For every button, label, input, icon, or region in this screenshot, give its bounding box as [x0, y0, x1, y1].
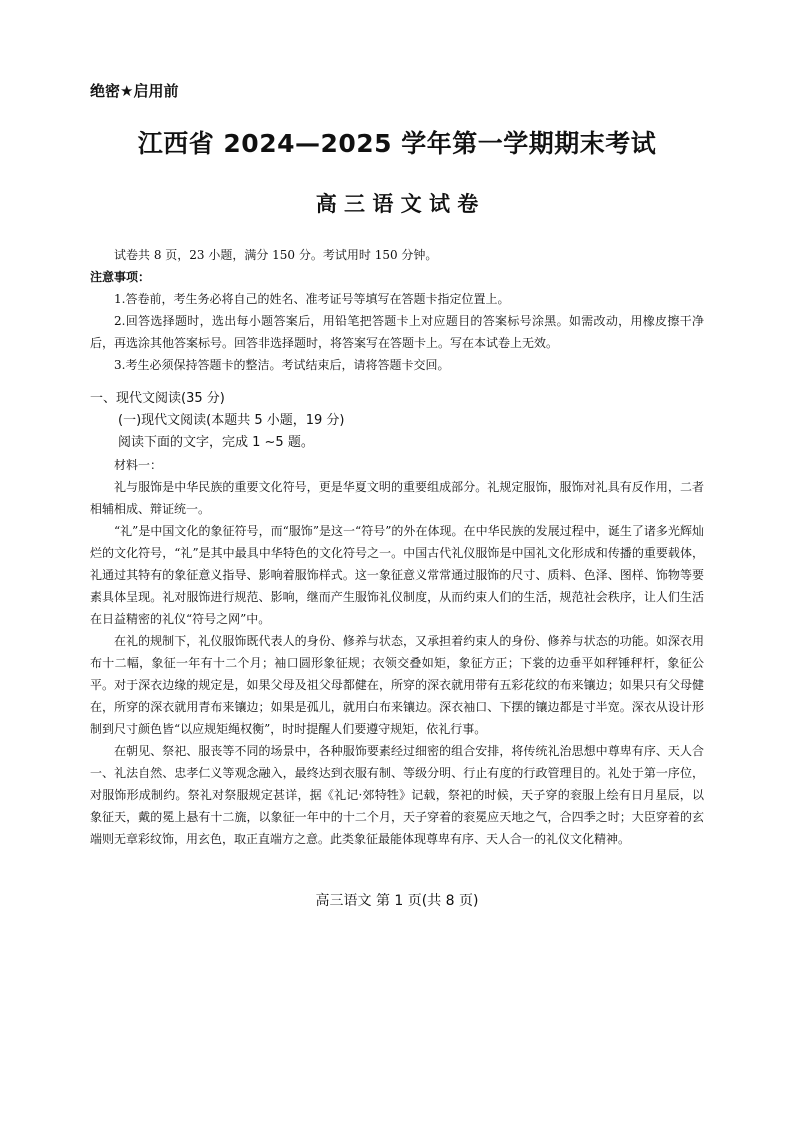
exam-summary: 试卷共 8 页，23 小题，满分 150 分。考试用时 150 分钟。 — [114, 248, 438, 262]
passage-paragraph: 礼与服饰是中华民族的重要文化符号，更是华夏文明的重要组成部分。礼规定服饰，服饰对礼具有反作用，二者相辅相成、辩证统一。 — [90, 480, 704, 516]
note-item: 3.考生必须保持答题卡的整洁。考试结束后，请将答题卡交回。 — [114, 358, 450, 372]
exam-subtitle: 高 三 语 文 试 卷 — [315, 192, 479, 216]
passage-paragraph: 在礼的规制下，礼仪服饰既代表人的身份、修养与状态，又承担着约束人的身份、修养与状态的功能。如深衣用布十二幅，象征一年有十二个月；袖口圆形象征规；衣领交叠如矩，象征方正；下裳的边垂平如秤锤秤杆，象征公平。对于深衣边缘的规定是，如果父母及祖父母都健在，所穿的深衣就用带有五彩花纹的布来镶边；如果只有父母健在，所穿的深衣就用青布来镶边；如果是孤儿，就用白布来镶边。深衣袖口、下摆的镶边都是寸半宽。深衣从设计形制到尺寸颜色皆“以应规矩绳权衡”，时时提醒人们要遵守规矩，依礼行事。 — [90, 634, 704, 736]
passage-paragraph: “礼”是中国文化的象征符号，而“服饰”是这一“符号”的外在体现。在中华民族的发展过程中，诞生了诸多光辉灿烂的文化符号，“礼”是其中最具中华特色的文化符号之一。中国古代礼仪服饰是中国礼文化形成和传播的重要载体，礼通过其特有的象征意义指导、影响着服饰样式。这一象征意义常常通过服饰的尺寸、质料、色泽、图样、饰物等要素具体呈现。礼对服饰进行规范、影响，继而产生服饰礼仪制度，从而约束人们的生活，规范社会秩序，让人们生活在日益精密的礼仪“符号之网”中。 — [90, 524, 704, 626]
spacer — [90, 376, 704, 388]
confidential-label: 绝密★启用前 — [90, 82, 179, 100]
passage-paragraph: 在朝见、祭祀、服丧等不同的场景中，各种服饰要素经过细密的组合安排，将传统礼治思想中尊卑有序、天人合一、礼法自然、忠孝仁义等观念融入，最终达到衣服有制、等级分明、行止有度的行政管理目的。礼处于第一序位，对服饰形成制约。祭礼对祭服规定甚详，据《礼记·郊特牲》记载，祭祀的时候，天子穿的衮服上绘有日月星辰，以象征天，戴的冕上悬有十二旒，以象征一年中的十二个月，天子穿着的衮冕应天地之气，合四季之时；大臣穿着的玄端则无章彩纹饰，用玄色，取正直端方之意。此类象征最能体现尊卑有序、天人合一的礼仪文化精神。 — [90, 744, 704, 846]
note-item: 1.答卷前，考生务必将自己的姓名、准考证号等填写在答题卡指定位置上。 — [114, 292, 510, 306]
reading-instruction: 阅读下面的文字，完成 1 ~5 题。 — [118, 435, 314, 450]
exam-title: 江西省 2024—2025 学年第一学期期末考试 — [137, 129, 657, 158]
page-footer: 高三语文 第 1 页(共 8 页) — [315, 893, 479, 909]
notes-heading: 注意事项： — [90, 270, 151, 284]
subsection-heading: (一)现代文阅读(本题共 5 小题，19 分) — [118, 413, 345, 428]
note-item: 2.回答选择题时，选出每小题答案后，用铅笔把答题卡上对应题目的答案标号涂黑。如需改动，用橡皮擦干净后，再选涂其他答案标号。回答非选择题时，将答案写在答题卡上。写在本试卷上无效。 — [90, 314, 704, 350]
section-heading: 一、现代文阅读(35 分) — [90, 391, 225, 406]
material-label: 材料一： — [114, 458, 163, 472]
exam-body — [90, 244, 704, 850]
